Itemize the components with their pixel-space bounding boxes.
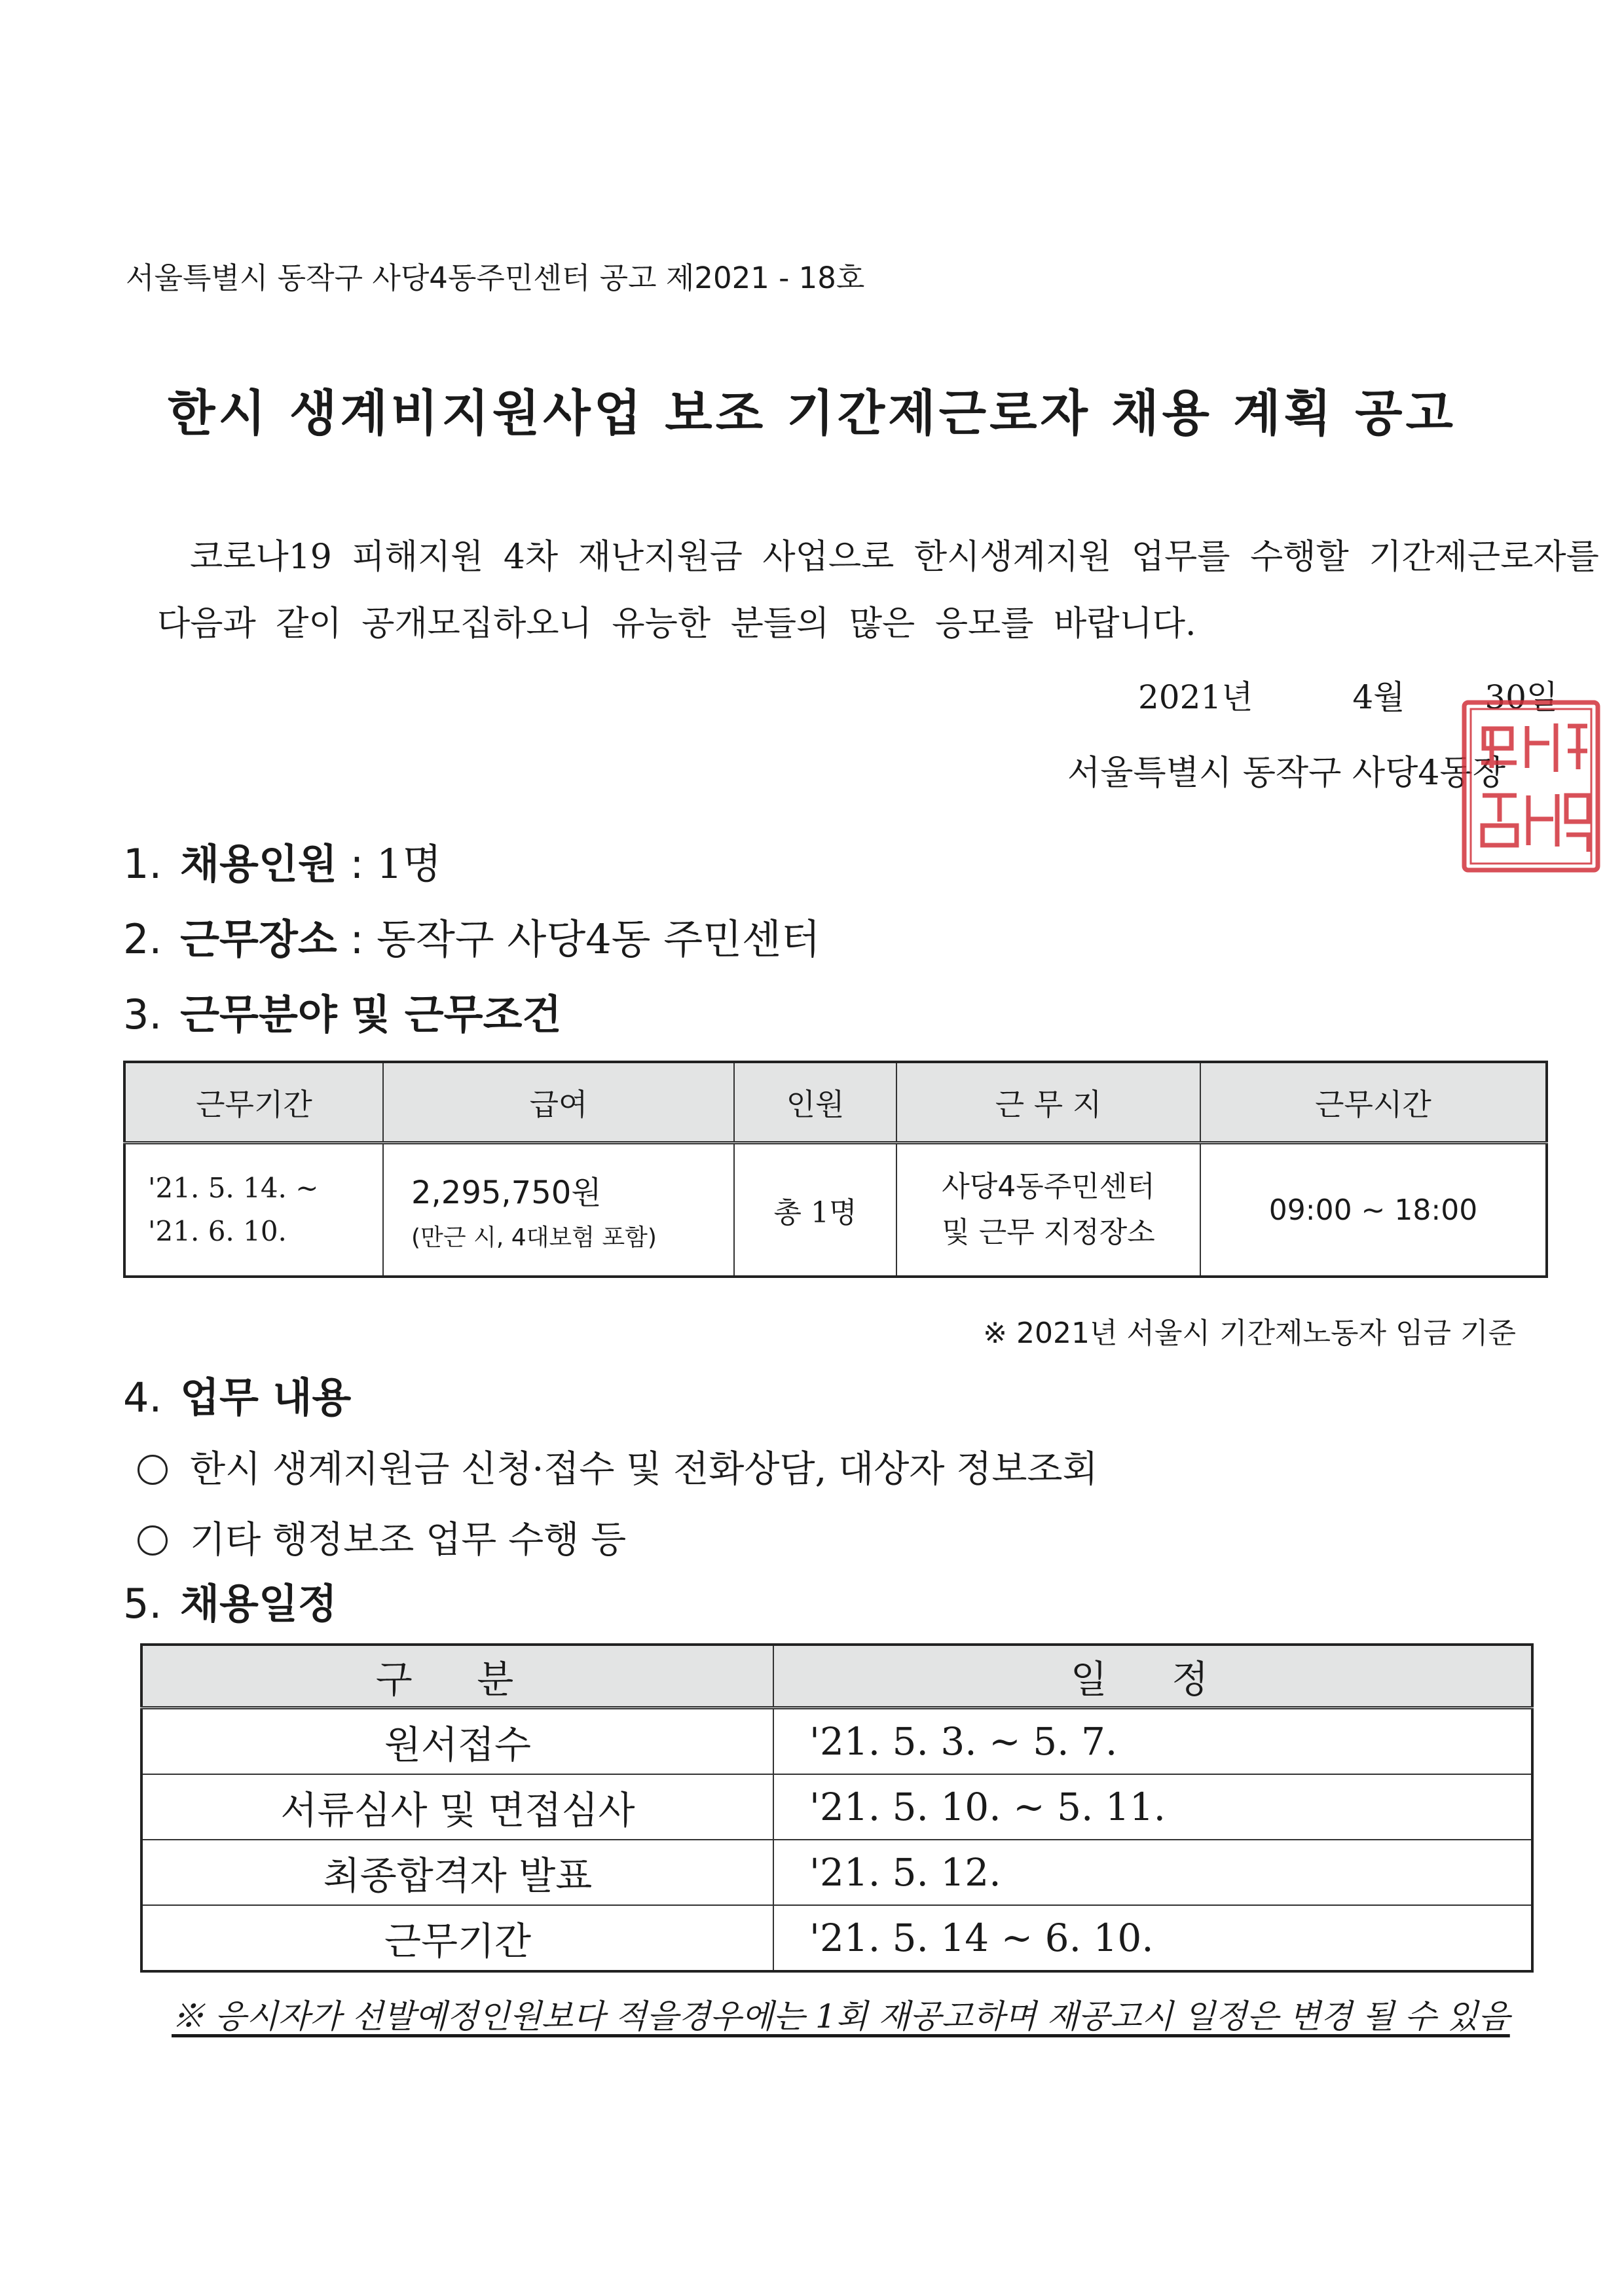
table-row bbox=[141, 1708, 1532, 1775]
task-text: 기타 행정보조 업무 수행 등 bbox=[190, 1519, 627, 1561]
section-number: 1. bbox=[123, 840, 162, 888]
document-title: 한시 생계비지원사업 보조 기간제근로자 채용 계획 공고 bbox=[167, 384, 1457, 442]
signature-organization: 서울특별시 동작구 사당4동장 bbox=[1067, 754, 1505, 793]
intro-line-1: 코로나19 피해지원 4차 재난지원금 사업으로 한시생계지원 업무를 수행할 기간제근로자를 bbox=[190, 538, 1599, 577]
section-workplace bbox=[123, 907, 821, 965]
schedule-category: 원서접수 bbox=[141, 1708, 773, 1775]
section-headcount bbox=[123, 831, 441, 890]
section-value: 1명 bbox=[377, 840, 442, 888]
table-row bbox=[124, 1143, 1547, 1277]
signature-year: 2021년 bbox=[1138, 678, 1253, 716]
signature-day: 30일 bbox=[1485, 678, 1559, 716]
section-label: 업무 내용 bbox=[180, 1374, 352, 1421]
work-hours-cell: 09:00 ~ 18:00 bbox=[1200, 1143, 1547, 1277]
section-schedule bbox=[123, 1571, 337, 1630]
section-number: 2. bbox=[123, 915, 162, 963]
schedule-date: '21. 5. 3. ~ 5. 7. bbox=[773, 1708, 1532, 1775]
schedule-category: 서류심사 및 면접심사 bbox=[141, 1774, 773, 1840]
task-item bbox=[138, 1511, 626, 1563]
headcount-cell: 총 1명 bbox=[734, 1143, 896, 1277]
table-header: 인원 bbox=[734, 1062, 896, 1143]
task-item bbox=[138, 1440, 1098, 1493]
work-place-cell bbox=[896, 1143, 1200, 1277]
salary-cell bbox=[383, 1143, 734, 1277]
table-row bbox=[141, 1840, 1532, 1905]
table-header: 근무기간 bbox=[124, 1062, 383, 1143]
bullet-circle-icon bbox=[138, 1455, 168, 1485]
section-value: 동작구 사당4동 주민센터 bbox=[377, 915, 821, 963]
intro-line-2: 다음과 같이 공개모집하오니 유능한 분들의 많은 응모를 바랍니다. bbox=[157, 604, 1196, 644]
schedule-table bbox=[140, 1643, 1534, 1973]
schedule-date: '21. 5. 10. ~ 5. 11. bbox=[773, 1774, 1532, 1840]
schedule-date: '21. 5. 14 ~ 6. 10. bbox=[773, 1905, 1532, 1971]
section-label: 채용일정 bbox=[180, 1580, 337, 1628]
work-place-line: 및 근무 지정장소 bbox=[942, 1216, 1155, 1249]
schedule-date: '21. 5. 12. bbox=[773, 1840, 1532, 1905]
task-text: 한시 생계지원금 신청·접수 및 전화상담, 대상자 정보조회 bbox=[190, 1448, 1098, 1491]
section-label: 근무장소 bbox=[180, 915, 337, 963]
section-number: 3. bbox=[123, 991, 162, 1038]
work-period-start: '21. 5. 14. ~ bbox=[148, 1172, 319, 1204]
work-place-line: 사당4동주민센터 bbox=[942, 1170, 1155, 1203]
work-period-cell bbox=[124, 1143, 383, 1277]
section-label: 근무분야 및 근무조건 bbox=[180, 991, 562, 1038]
table-header: 근 무 지 bbox=[896, 1062, 1200, 1143]
salary-note: (만근 시, 4대보험 포함) bbox=[411, 1224, 657, 1251]
schedule-category: 근무기간 bbox=[141, 1905, 773, 1971]
bullet-circle-icon bbox=[138, 1525, 168, 1556]
table-header: 급여 bbox=[383, 1062, 734, 1143]
signature-month: 4월 bbox=[1352, 678, 1405, 716]
section-separator: : bbox=[337, 840, 377, 888]
table-row bbox=[141, 1774, 1532, 1840]
section-label: 채용인원 bbox=[180, 840, 337, 888]
table-header: 일 정 bbox=[773, 1645, 1532, 1708]
footnote: ※ 응시자가 선발예정인원보다 적을경우에는 1회 재공고하며 재공고시 일정은 변경 될 수 있음 bbox=[172, 1997, 1510, 2035]
schedule-category: 최종합격자 발표 bbox=[141, 1840, 773, 1905]
work-conditions-table bbox=[123, 1061, 1548, 1278]
section-separator: : bbox=[337, 915, 377, 963]
section-number: 5. bbox=[123, 1580, 162, 1628]
notice-number: 서울특별시 동작구 사당4동주민센터 공고 제2021 - 18호 bbox=[126, 261, 865, 295]
table-row bbox=[141, 1905, 1532, 1971]
table-header: 구 분 bbox=[141, 1645, 773, 1708]
salary-amount: 2,295,750원 bbox=[411, 1175, 602, 1211]
work-period-end: '21. 6. 10. bbox=[148, 1215, 287, 1247]
section-work-conditions bbox=[123, 982, 561, 1040]
table-header: 근무시간 bbox=[1200, 1062, 1547, 1143]
official-seal-stamp bbox=[1459, 697, 1603, 875]
section-duties bbox=[123, 1365, 351, 1423]
section-number: 4. bbox=[123, 1374, 162, 1421]
wage-basis-note: ※ 2021년 서울시 기간제노동자 임금 기준 bbox=[983, 1317, 1516, 1350]
